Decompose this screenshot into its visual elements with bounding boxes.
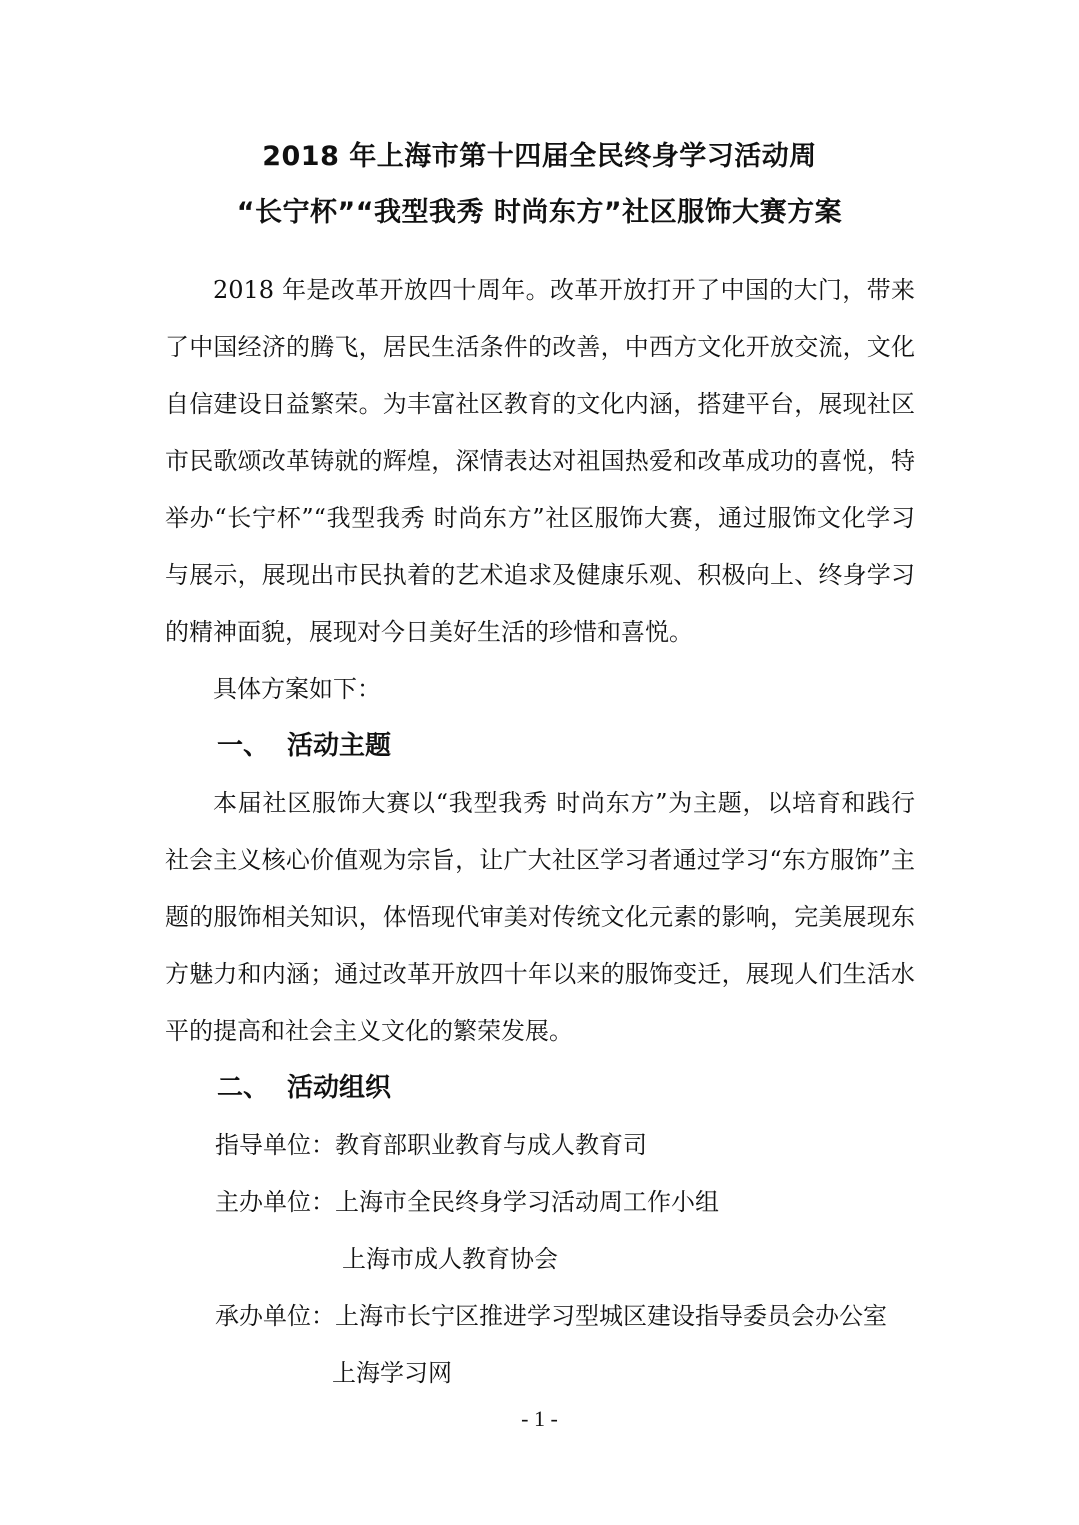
section-number: 二、 [217, 1073, 270, 1103]
section-title: 活动主题 [287, 731, 392, 761]
organizer-unit-value-2: 上海学习网 [332, 1359, 452, 1387]
guide-unit-row [165, 1117, 915, 1174]
organizer-unit-value: 上海市长宁区推进学习型城区建设指导委员会办公室 [335, 1302, 887, 1330]
section-number: 一、 [217, 731, 270, 761]
organizer-unit-row [165, 1288, 915, 1345]
document-title-line-1: 2018 年上海市第十四届全民终身学习活动周 [262, 141, 817, 172]
plan-intro: 具体方案如下： [213, 675, 381, 703]
organizer-unit-label: 承办单位： [215, 1302, 335, 1330]
intro-paragraph: 2018 年是改革开放四十周年。改革开放打开了中国的大门，带来了中国经济的腾飞，居民生活条件的改善，中西方文化开放交流，文化自信建设日益繁荣。为丰富社区教育的文化内涵，搭建平台，展现社区市民歌颂改革铸就的辉煌，深情表达对祖国热爱和改革成功的喜悦，特举办“长宁杯”“我型我秀 时尚东方”社区服饰大赛，通过服饰文化学习与展示，展现出市民执着的艺术追求及健康乐观、积极向上、终身学习的精神面貌，展现对今日美好生活的珍惜和喜悦。 [165, 276, 915, 646]
host-unit-value-2: 上海市成人教育协会 [342, 1245, 558, 1273]
document-body [165, 262, 915, 1402]
guide-unit-value: 教育部职业教育与成人教育司 [335, 1131, 647, 1159]
page-number: - 1 - [521, 1406, 558, 1431]
theme-paragraph: 本届社区服饰大赛以“我型我秀 时尚东方”为主题，以培育和践行社会主义核心价值观为宗旨，让广大社区学习者通过学习“东方服饰”主题的服饰相关知识，体悟现代审美对传统文化元素的影响，完美展现东方魅力和内涵；通过改革开放四十年以来的服饰变迁，展现人们生活水平的提高和社会主义文化的繁荣发展。 [165, 789, 915, 1045]
host-unit-label: 主办单位： [215, 1188, 335, 1216]
section-title: 活动组织 [287, 1073, 392, 1103]
host-unit-row [165, 1174, 915, 1231]
section-heading-theme [165, 718, 915, 775]
section-heading-organization [165, 1060, 915, 1117]
document-title-line-2: “长宁杯”“我型我秀 时尚东方”社区服饰大赛方案 [236, 197, 843, 228]
host-unit-value: 上海市全民终身学习活动周工作小组 [335, 1188, 719, 1216]
guide-unit-label: 指导单位： [215, 1131, 335, 1159]
